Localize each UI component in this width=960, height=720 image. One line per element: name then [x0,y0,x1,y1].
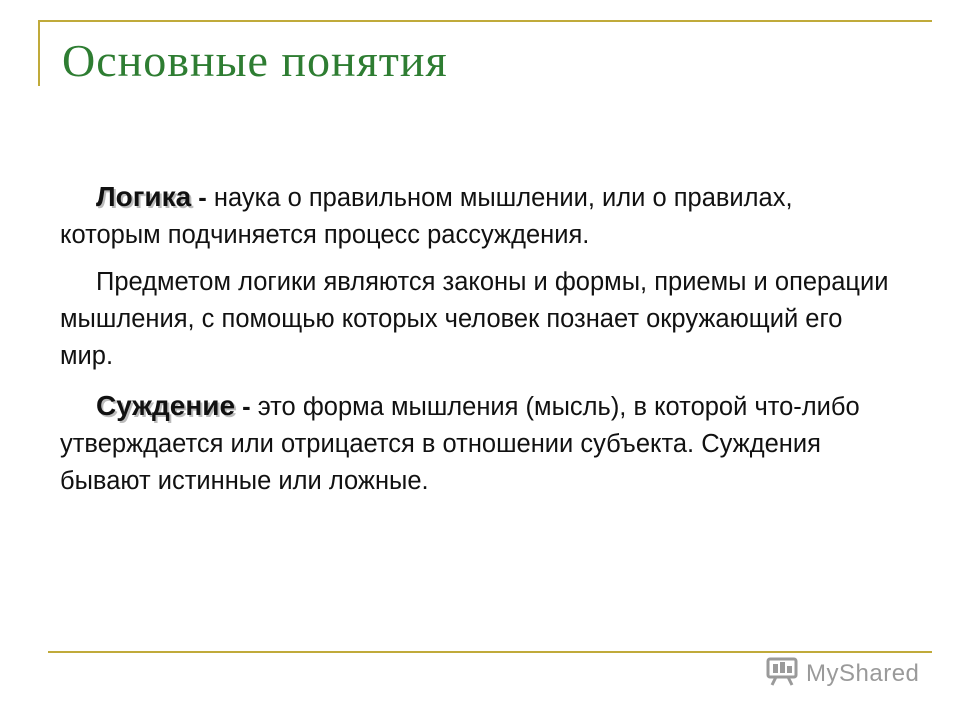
term-logic: Логика [96,181,192,212]
logic-subject-text: Предметом логики являются законы и формы, приемы и операции мышления, с помощью которых человек познает окружающий его мир. [60,268,889,370]
watermark-text: MyShared [806,660,920,687]
bottom-divider [48,651,932,653]
left-divider [38,20,40,86]
paragraph-logic-definition [60,178,900,254]
logic-definition-text: наука о правильном мышлении, или о правилах, которым подчиняется процесс рассуждения. [60,184,793,249]
slide-title: Основные понятия [62,35,448,86]
term-judgement: Суждение [96,390,236,421]
definition-dash: - [191,184,214,212]
paragraph-logic-subject [60,264,900,375]
judgement-definition-text: это форма мышления (мысль), в которой что-либо утверждается или отрицается в отношении субъекта. Суждения бывают истинные или ложные. [60,393,860,495]
slide-body [60,178,900,500]
watermark-logo [766,658,919,690]
presentation-board-icon [766,657,800,692]
definition-dash: - [235,393,258,421]
top-divider [38,20,932,22]
paragraph-judgement-definition [60,387,900,500]
